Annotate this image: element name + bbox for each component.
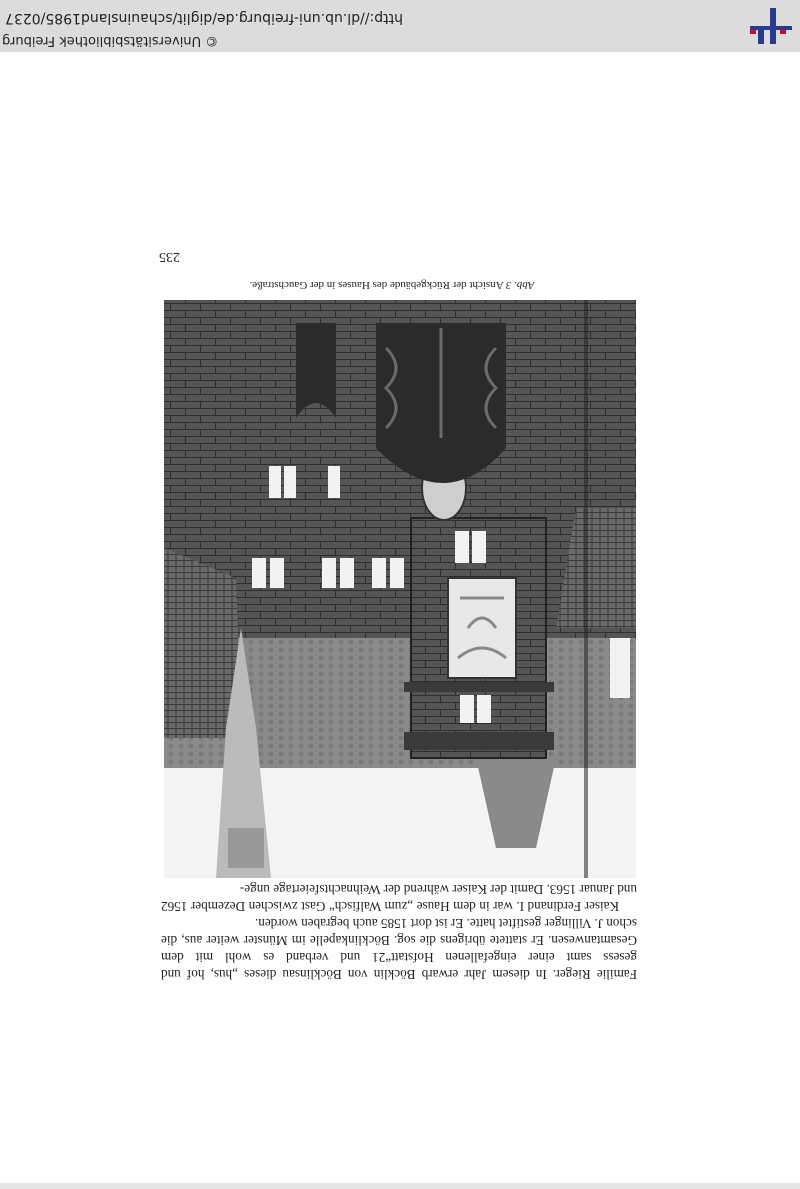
body-paragraph-1: Familie Rieger. In diesem Jahr erwarb Böcklin von Böcklinsau dieses „hus, hof und gesess samt einer eingefallenen Hofstatt“21 und verband es wohl mit dem Gesamtanwesen. Er stattete übrigens die sog. Böcklinkapelle im Münster weiter aus, die schon J. Villinger gestiftet hatte. Er ist dort 1585 auch begraben worden. xyxy=(161,916,637,982)
body-paragraph-2: Kaiser Ferdinand I. war in dem Hause „zum Walfisch“ Gast zwischen Dezember 1562 und Januar 1563. Damit der Kaiser während der Weihnachtsfeiertage unge- xyxy=(161,882,637,914)
footer-bar xyxy=(0,0,800,52)
figure-caption xyxy=(232,279,552,291)
footer-url-link[interactable]: http://dl.ub.uni-freiburg.de/diglit/schauinsland1985/0237 xyxy=(5,10,403,26)
figure-label: Abb. 3 xyxy=(505,279,535,291)
figure-caption-text: Ansicht der Rückgebäude des Hauses in der Gauchstraße. xyxy=(249,279,504,291)
courtyard-photo xyxy=(164,300,636,878)
page-number: 235 xyxy=(159,249,180,264)
ub-freiburg-logo-icon xyxy=(750,8,792,44)
page-bottom-strip xyxy=(0,1183,800,1189)
body-text xyxy=(161,881,637,983)
footer-copyright: © Universitätsbibliothek Freiburg xyxy=(2,33,219,48)
